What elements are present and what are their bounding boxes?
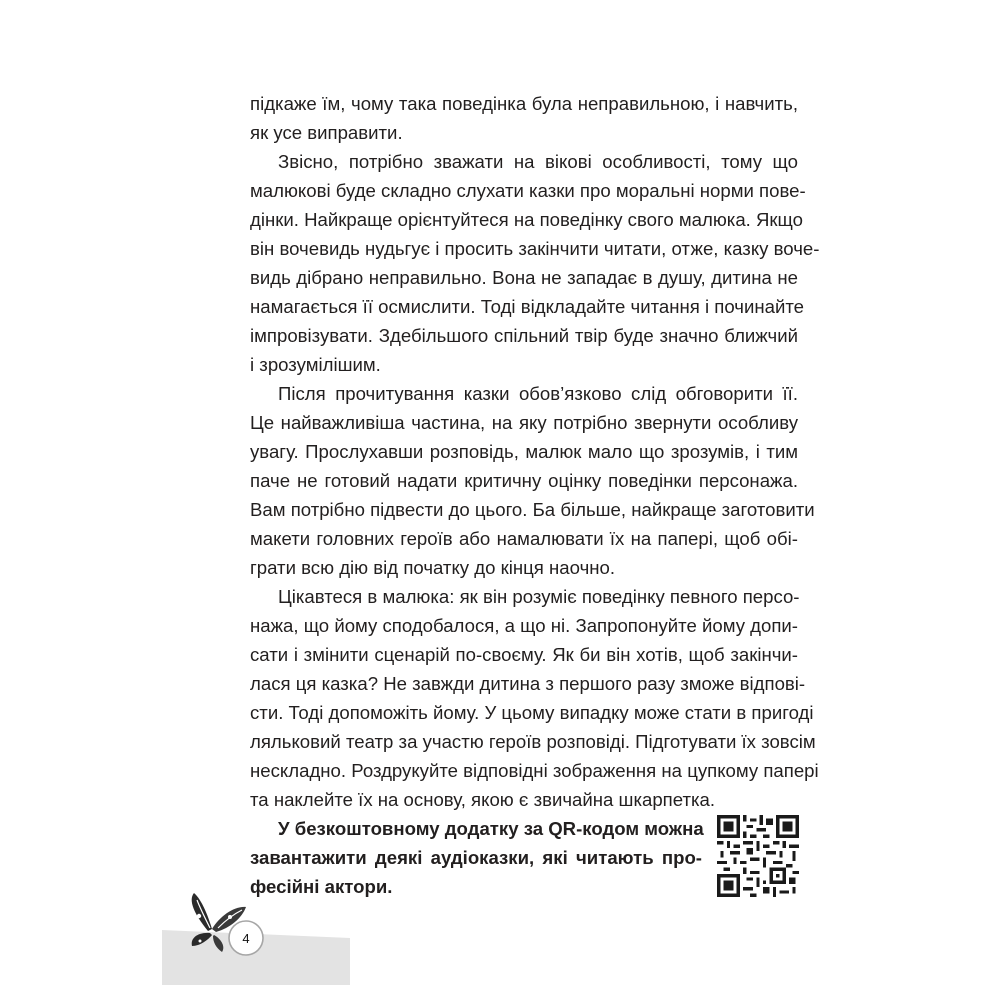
text-line: макети головних героїв або намалювати їх на папері, щоб обі- — [250, 528, 798, 549]
text-line: увагу. Прослухавши розповідь, малюк мало що зрозумів, і тим — [250, 441, 798, 462]
text-line: та наклейте їх на основу, якою є звичайна шкарпетка. — [250, 789, 716, 810]
text-line: і зрозумілішим. — [250, 354, 381, 375]
text-line: дінки. Найкраще орієнтуйтеся на поведінку свого малюка. Якщо — [250, 209, 803, 230]
text-line: Це найважливіша частина, на яку потрібно звернути особливу — [250, 412, 798, 433]
bold-line: У безкоштовному додатку за QR-кодом можна — [278, 818, 704, 839]
text-line: як усе виправити. — [250, 122, 403, 143]
text-line: він вочевидь нудьгує і просить закінчити читати, отже, казку воче- — [250, 238, 820, 259]
text-line: лася ця казка? Не завжди дитина з першого разу зможе відпові- — [250, 673, 806, 694]
text-line: підкаже їм, чому така поведінка була неправильною, і навчить, — [250, 93, 798, 114]
text-line: малюкові буде складно слухати казки про моральні норми пове- — [250, 180, 806, 201]
text-line: Після прочитування казки обов’язково слід обговорити її. — [278, 383, 798, 404]
text-line: нажа, що йому сподобалося, а що ні. Запропонуйте йому допи- — [250, 615, 798, 636]
text-line: намагається її осмислити. Тоді відкладайте читання і починайте — [250, 296, 805, 317]
text-line: сати і змінити сценарій по-своєму. Як би він хотів, щоб закінчи- — [250, 644, 798, 665]
page-number: 4 — [242, 931, 250, 946]
text-line: паче не готовий надати критичну оцінку поведінки персонажа. — [250, 470, 798, 491]
text-line: видь дібрано неправильно. Вона не западає в душу, дитина не — [250, 267, 798, 288]
text-line: сти. Тоді допоможіть йому. У цьому випадку може стати в пригоді — [250, 702, 814, 723]
bold-line: фесійні актори. — [250, 876, 393, 897]
text-line: Цікавтеся в малюка: як він розуміє поведінку певного персо- — [278, 586, 800, 607]
text-line: нескладно. Роздрукуйте відповідні зображення на цупкому папері — [250, 760, 819, 781]
text-line: грати всю дію від початку до кінця наочно. — [250, 557, 616, 578]
text-line: Вам потрібно підвести до цього. Ба більше, найкраще заготовити — [250, 499, 815, 520]
qr-code-icon[interactable] — [717, 815, 799, 897]
text-line: Звісно, потрібно зважати на вікові особливості, тому що — [278, 151, 798, 172]
text-line: імпровізувати. Здебільшого спільний твір буде значно ближчий — [250, 325, 798, 346]
text-line: ляльковий театр за участю героїв розповіді. Підготувати їх зовсім — [250, 731, 816, 752]
bold-line: завантажити деякі аудіоказки, які читають про- — [250, 847, 702, 868]
